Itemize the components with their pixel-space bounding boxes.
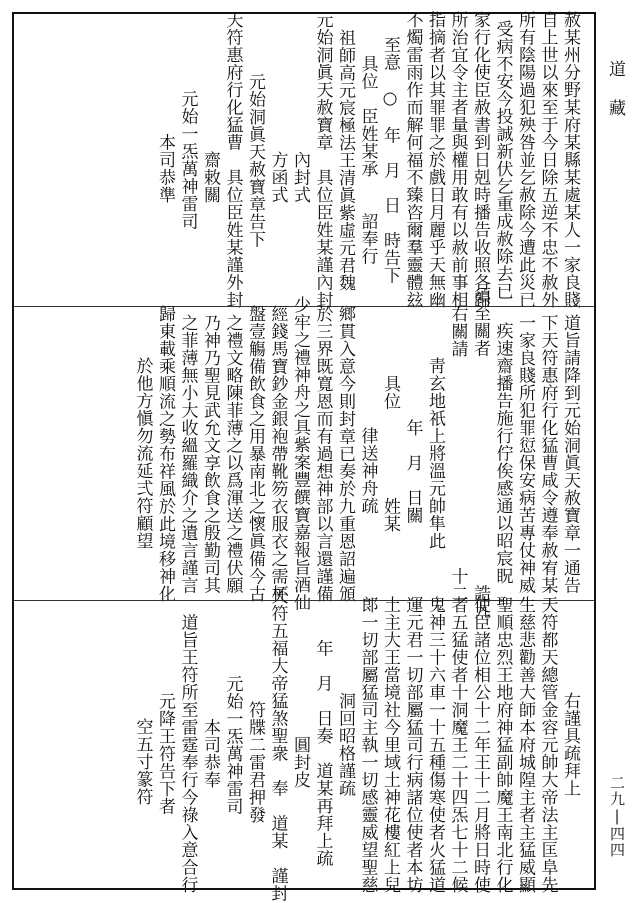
text-column: 生慈悲勸善大師本府城隍主者主猛威顯 xyxy=(515,595,535,894)
text-column: 赦某州分野某府某縣某處某人一家良賤 xyxy=(560,11,580,309)
text-column: 之菲薄無小大收縕羅織介之遺言謹言 xyxy=(177,313,198,594)
text-column: 具位 姓某 xyxy=(380,374,400,533)
text-column: 祖師高元宸極法王清眞紫虛元君魏 xyxy=(335,28,355,292)
text-column: 少牢之禮神舟之具紫案豐饌寶嘉報旨酒仙 xyxy=(290,296,310,611)
text-column: 道旨王符所至雷霆奉行今祿入意合行 xyxy=(177,595,198,894)
text-column: 內封式 xyxy=(290,116,310,204)
text-column: 須至關者 誥九 xyxy=(470,287,490,620)
text-column: 洞回昭格謹疏 xyxy=(335,692,355,797)
text-column: 土主大王當境社今里域土神花樓紅上兒 xyxy=(380,595,400,894)
text-column: 鄉貫入意今則封章已奏於九重恩詔遍頒 xyxy=(335,304,355,603)
text-column: 所有陰陽過犯殃咎並乞赦除今遭此災已 xyxy=(515,11,535,309)
text-column: 圓封皮 xyxy=(290,700,310,789)
text-column: 自上世以來至于今日除五逆不忠不赦外 xyxy=(537,11,558,309)
page-number: 二九|四四 xyxy=(608,775,626,858)
text-column: 聖順忠烈王地府神猛副帥魔王南北行化 xyxy=(492,595,513,894)
text-column: 鬼神三十六車一十五種傷寒使者火猛道 xyxy=(425,595,445,894)
text-column: 者五猛使者十洞魔王二十四炁七十二候 xyxy=(447,595,468,894)
text-column: 律送神舟疏 xyxy=(357,392,378,515)
text-column: 於三界既寬恩而有過想神部以言還謹備 xyxy=(312,304,333,603)
text-column: 所治宜令主者量與權用敢有以赦前事相 xyxy=(447,11,468,309)
top-panel-columns xyxy=(28,11,580,309)
text-column: 具位 臣姓某承 詔奉行 xyxy=(357,55,378,265)
bottom-panel xyxy=(14,587,594,902)
text-column: 天符五福大帝猛煞聖衆 奉 道某 謹封 xyxy=(267,587,288,902)
text-column: 右謹具疏拜上 xyxy=(560,692,580,797)
text-column: 經錢馬寶鈔金銀袍帶靴笏衣服衣之需杯 xyxy=(267,304,288,603)
text-column: 符牒二雷君押發 xyxy=(245,665,265,824)
text-column: 元始一炁萬神雷司 xyxy=(222,674,243,815)
text-column: 受病不安今投誠新伏乞重成赦除去已 xyxy=(492,20,513,300)
margin-title: 道藏 xyxy=(605,60,625,138)
text-column: 元降王符告下者 xyxy=(155,674,175,815)
text-column: 於他方愼勿流延弍符顧望 xyxy=(132,357,153,550)
text-column: 元始洞眞天赦寶章 具位臣姓某謹內封 xyxy=(312,11,333,309)
text-column: 之禮文略陳菲薄之以爲渾送之禮伏願 xyxy=(222,313,243,594)
text-column: 本司恭準 xyxy=(155,116,175,204)
middle-panel xyxy=(14,287,594,620)
text-column: 下天符惠府行化猛曹咸令遵奉赦宥某 xyxy=(537,313,558,594)
text-column: 家行化使臣赦書到日剋時播告收照各歸 xyxy=(470,11,490,309)
text-column: 郞一切部屬猛司主執一切感靈威望聖慈 xyxy=(357,595,378,894)
text-column: 使臣諸位相公十二年王十二月將日時使 xyxy=(470,595,490,894)
text-column: 道旨請降到元始洞眞天赦寶章一通告 xyxy=(560,313,580,594)
middle-panel-columns xyxy=(28,287,580,620)
text-column: 右關請 十二 xyxy=(447,304,468,603)
text-column: 元始一炁萬神雷司 xyxy=(177,90,198,230)
text-column: 空五寸篆符 xyxy=(132,683,153,806)
text-column: 天符都天總管金容元帥大帝法主匡阜先 xyxy=(537,595,558,894)
text-column: 盤壹觴備飲食之用暴南北之懷眞備今古 xyxy=(245,304,265,603)
text-column: 不燭雷雨作而解何福不臻咨爾羣靈體玆 xyxy=(402,11,423,309)
page-frame xyxy=(12,11,596,902)
text-column: 一家良賤所犯罪愆保安病苦專仗神威 xyxy=(515,313,535,594)
text-column: 至意 ○ 年 月 日 時告下 xyxy=(380,36,400,284)
text-column: 齋敕關 xyxy=(200,116,220,204)
text-column: 指摘者以其罪罪之於戲日月麗乎天無幽 xyxy=(425,11,445,309)
text-column: 乃神乃聖見武允文享飲食之殷勤司其 xyxy=(200,313,220,594)
top-panel xyxy=(14,11,594,309)
bottom-panel-columns xyxy=(28,587,580,902)
text-column: 歸東載乘順流之勢布祥風於此境移神化 xyxy=(155,304,175,603)
text-column: 天符惠府行化猛曹 具位臣姓某謹外封 xyxy=(222,11,243,309)
text-column: 本司恭奉 xyxy=(200,700,220,789)
text-column: 年 月 日奏 道某再拜上疏 xyxy=(312,622,333,867)
text-column: 元始洞眞天赦寶章告下 xyxy=(245,72,265,248)
text-column: 運元君一切部屬猛司行病諸位使者本坊 xyxy=(402,595,423,894)
text-column: 年 月 日關 xyxy=(402,383,423,524)
text-column: 靑玄地祇上將溫元帥隼此 xyxy=(425,357,445,550)
text-column: 疾速齋播告施行佇俟感通以昭宸眖 xyxy=(492,322,513,585)
text-column: 方函式 xyxy=(267,116,288,204)
